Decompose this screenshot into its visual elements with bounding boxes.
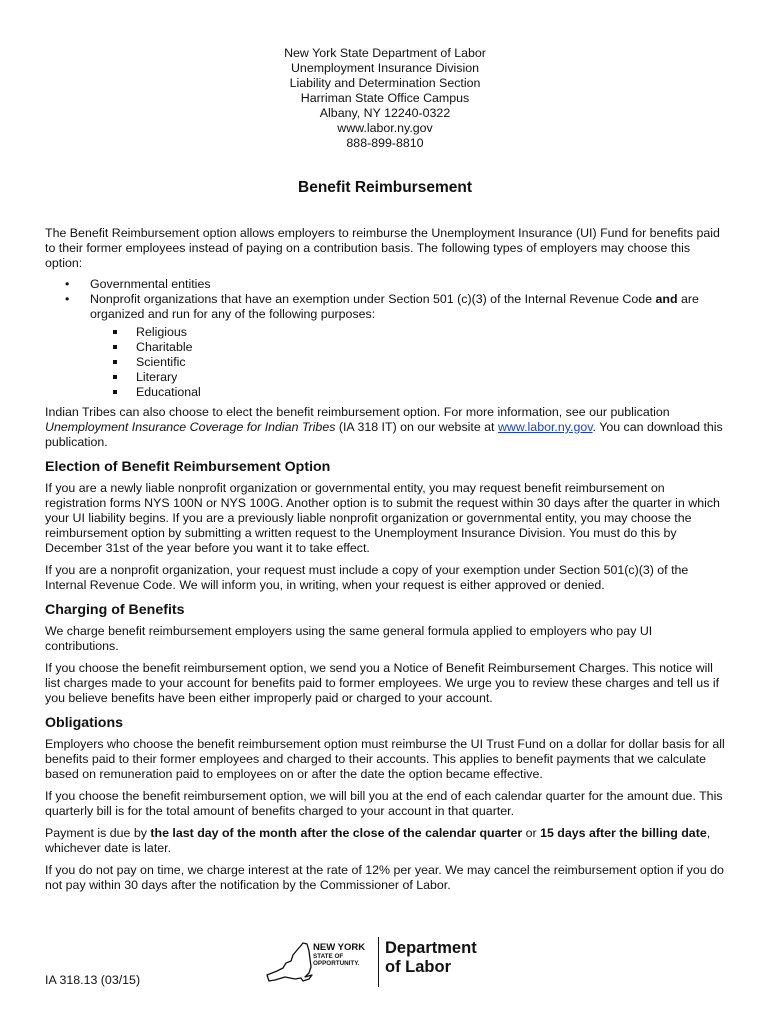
obligations-paragraph-1: Employers who choose the benefit reimbursement option must reimburse the UI Trust Fund on a dollar for dollar basis for all benefits paid to their former employees and charged to their accounts. This applies to benefit payments that we calculate based on remuneration paid to employees on or after the date the option became effective. <box>45 737 725 781</box>
header-website: www.labor.ny.gov <box>337 121 433 135</box>
election-paragraph-2: If you are a nonprofit organization, your request must include a copy of your exemption under Section 501(c)(3) of the Internal Revenue Code. We will inform you, in writing, when your request is either approved or denied. <box>45 563 689 592</box>
obligations-paragraph-3: Payment is due by the last day of the month after the close of the calendar quarter or 15 days after the billing date, whichever date is later. <box>45 826 711 855</box>
department-logo <box>265 935 495 991</box>
obligations-paragraph-2: If you choose the benefit reimbursement option, we will bill you at the end of each calendar quarter for the amount due. This quarterly bill is for the total amount of benefits charged to your account in that quarter. <box>45 789 723 818</box>
election-paragraph-1: If you are a newly liable nonprofit organization or governmental entity, you may request benefit reimbursement on registration forms NYS 100N or NYS 100G. Another option is to submit the request within 30 days after the quarter in which your UI liability begins. If you are a previously liable nonprofit organization or governmental entity, you may choose the reimbursement option by submitting a written request to the Unemployment Insurance Division. You must do this by December 31st of the year before you want it to take effect. <box>45 481 720 555</box>
indian-tribes-paragraph: Indian Tribes can also choose to elect the benefit reimbursement option. For more information, see our publication Unemployment Insurance Coverage for Indian Tribes (IA 318 IT) on our website at www.labor.ny.gov. You can download this publication. <box>45 405 723 449</box>
section-heading-obligations: Obligations <box>45 715 124 731</box>
page-title: Benefit Reimbursement <box>298 179 472 196</box>
ny-state-outline-icon <box>265 941 315 985</box>
list-item: • Nonprofit organizations that have an exemption under Section 501 (c)(3) of the Internal Revenue Code and are organized and run for any of the following purposes: Religious Charitable Scientific Literary Educational <box>90 292 725 400</box>
list-item: Educational <box>136 385 725 400</box>
list-item: Literary <box>136 370 725 385</box>
list-item: Scientific <box>136 355 725 370</box>
intro-paragraph: The Benefit Reimbursement option allows employers to reimburse the Unemployment Insurance (UI) Fund for benefits paid to their former employees instead of paying on a contribution basis. The following types of employers may choose this option: <box>45 226 720 270</box>
header-phone: 888-899-8810 <box>346 136 424 150</box>
section-heading-charging: Charging of Benefits <box>45 602 185 618</box>
obligations-paragraph-4: If you do not pay on time, we charge interest at the rate of 12% per year. We may cancel the reimbursement option if you do not pay within 30 days after the notification by the Commissioner of Labor. <box>45 863 724 892</box>
list-item: Religious <box>136 325 725 340</box>
website-link[interactable]: www.labor.ny.gov <box>497 420 593 434</box>
header-section: Liability and Determination Section <box>289 76 481 90</box>
header-division: Unemployment Insurance Division <box>290 61 479 75</box>
list-item: • Governmental entities <box>90 277 725 292</box>
employer-types-list <box>45 277 725 400</box>
header-campus: Harriman State Office Campus <box>300 91 470 105</box>
header-city: Albany, NY 12240-0322 <box>319 106 451 120</box>
publication-title: Unemployment Insurance Coverage for Indian Tribes <box>45 420 336 434</box>
logo-divider <box>378 937 379 987</box>
charging-paragraph-2: If you choose the benefit reimbursement option, we send you a Notice of Benefit Reimbursement Charges. This notice will list charges made to your account for benefits paid to former employees. We urge you to review these charges and tell us if you believe benefits have been either improperly paid or charged to your account. <box>45 661 720 705</box>
document-body <box>45 226 725 900</box>
charging-paragraph-1: We charge benefit reimbursement employers using the same general formula applied to employers who pay UI contributions. <box>45 624 653 653</box>
purposes-list <box>90 325 725 400</box>
ny-wordmark: NEW YORK STATE OF OPPORTUNITY. <box>313 942 366 967</box>
list-item: Charitable <box>136 340 725 355</box>
agency-address-header <box>0 46 770 151</box>
form-code: IA 318.13 (03/15) <box>45 973 141 987</box>
section-heading-election: Election of Benefit Reimbursement Option <box>45 459 331 475</box>
department-wordmark: Department of Labor <box>385 939 477 976</box>
header-agency-name: New York State Department of Labor <box>284 46 486 60</box>
